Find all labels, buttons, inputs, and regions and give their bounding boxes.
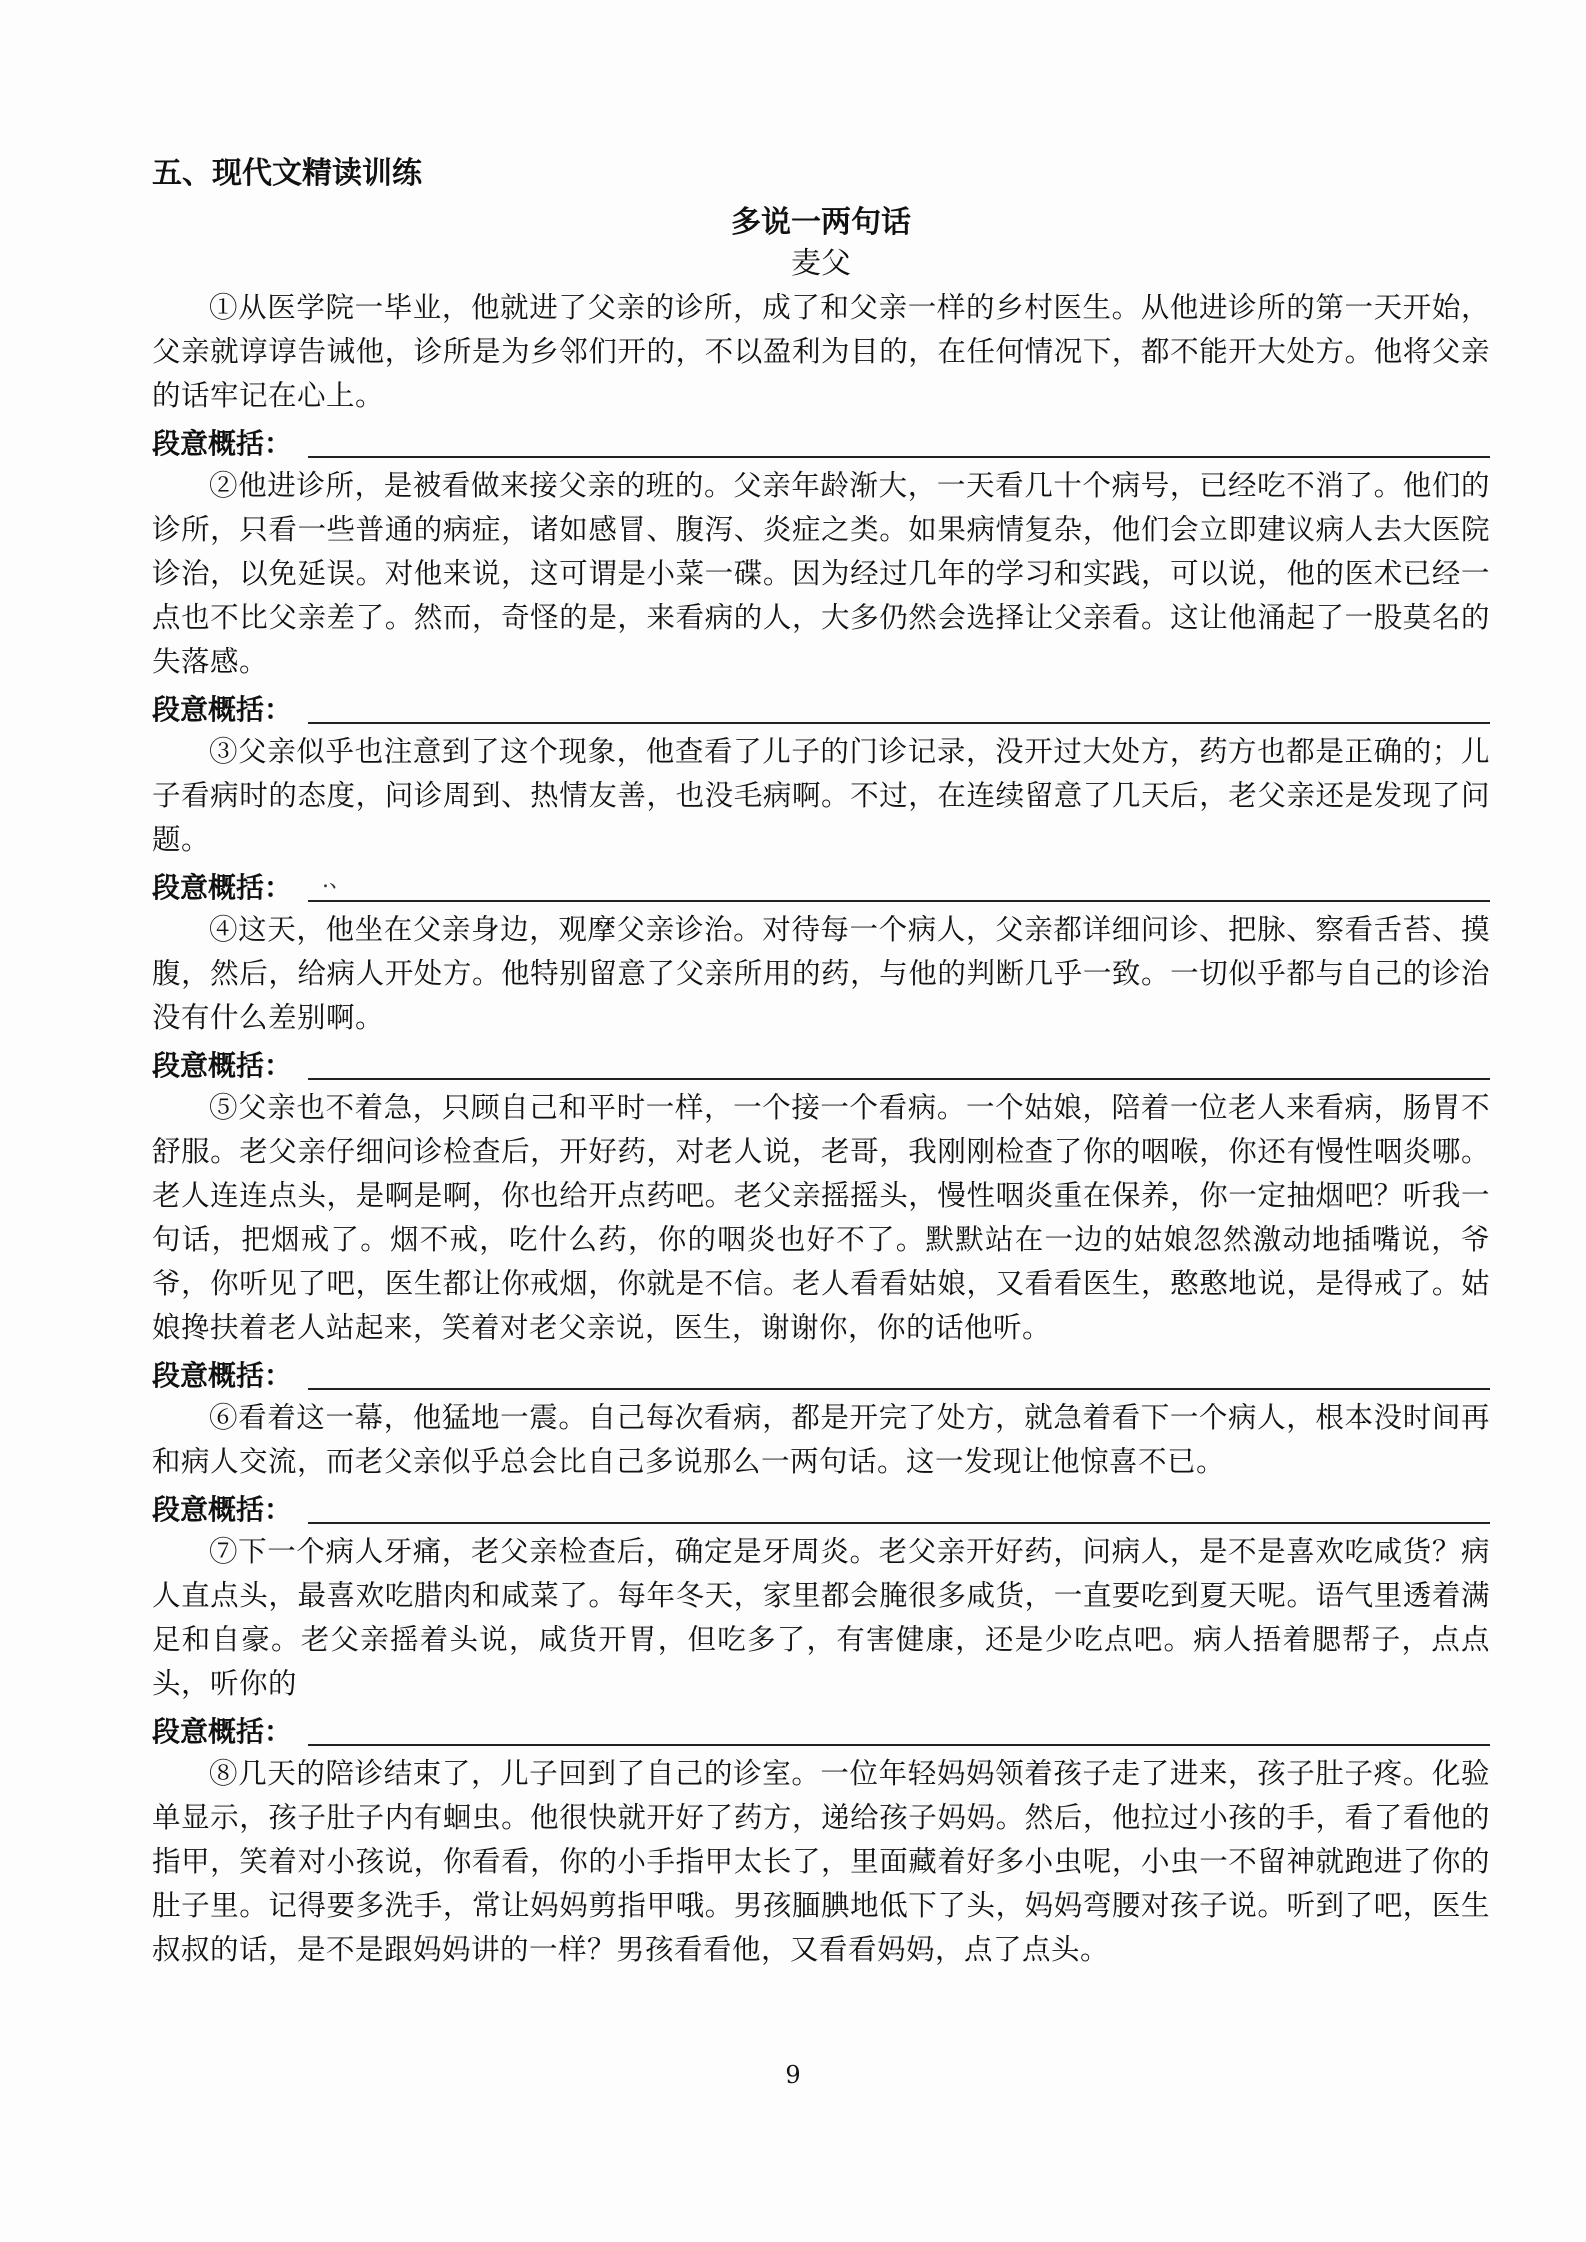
summary-row-3 [152, 862, 1490, 906]
summary-label: 段意概括： [152, 871, 293, 904]
paragraph-8: ⑧几天的陪诊结束了，儿子回到了自己的诊室。一位年轻妈妈领着孩子走了进来，孩子肚子疼。化验单显示，孩子肚子内有蛔虫。他很快就开好了药方，递给孩子妈妈。然后，他拉过小孩的手，看了看他的指甲，笑着对小孩说，你看看，你的小手指甲太长了，里面藏着好多小虫呢，小虫一不留神就跑进了你的肚子里。记得要多洗手，常让妈妈剪指甲哦。男孩腼腆地低下了头，妈妈弯腰对孩子说。听到了吧，医生叔叔的话，是不是跟妈妈讲的一样？男孩看看他，又看看妈妈，点了点头。 [152, 1757, 1490, 1966]
paragraph-4: ④这天，他坐在父亲身边，观摩父亲诊治。对待每一个病人，父亲都详细问诊、把脉、察看舌苔、摸腹，然后，给病人开处方。他特别留意了父亲所用的药，与他的判断几乎一致。一切似乎都与自己的诊治没有什么差别啊。 [152, 913, 1490, 1034]
summary-answer-line[interactable] [308, 1358, 1490, 1390]
paragraph-5: ⑤父亲也不着急，只顾自己和平时一样，一个接一个看病。一个姑娘，陪着一位老人来看病，肠胃不舒服。老父亲仔细问诊检查后，开好药，对老人说，老哥，我刚刚检查了你的咽喉，你还有慢性咽炎哪。老人连连点头，是啊是啊，你也给开点药吧。老父亲摇摇头，慢性咽炎重在保养，你一定抽烟吧？听我一句话，把烟戒了。烟不戒，吃什么药，你的咽炎也好不了。默默站在一边的姑娘忽然激动地插嘴说，爷爷，你听见了吧，医生都让你戒烟，你就是不信。老人看看姑娘，又看看医生，憨憨地说，是得戒了。姑娘搀扶着老人站起来，笑着对老父亲说，医生，谢谢你，你的话他听。 [152, 1091, 1490, 1344]
summary-answer-line[interactable] [308, 692, 1490, 724]
paragraph-7: ⑦下一个病人牙痛，老父亲检查后，确定是牙周炎。老父亲开好药，问病人，是不是喜欢吃咸货？病人直点头，最喜欢吃腊肉和咸菜了。每年冬天，家里都会腌很多咸货，一直要吃到夏天呢。语气里透着满足和自豪。老父亲摇着头说，咸货开胃，但吃多了，有害健康，还是少吃点吧。病人捂着腮帮子，点点头，听你的 [152, 1535, 1490, 1700]
summary-answer-line[interactable] [308, 1048, 1490, 1080]
summary-label: 段意概括： [152, 1493, 293, 1526]
summary-answer-line[interactable] [308, 1492, 1490, 1524]
paragraph-6: ⑥看着这一幕，他猛地一震。自己每次看病，都是开完了处方，就急着看下一个病人，根本没时间再和病人交流，而老父亲似乎总会比自己多说那么一两句话。这一发现让他惊喜不已。 [152, 1401, 1490, 1478]
paragraph-2: ②他进诊所，是被看做来接父亲的班的。父亲年龄渐大，一天看几十个病号，已经吃不消了。他们的诊所，只看一些普通的病症，诸如感冒、腹泻、炎症之类。如果病情复杂，他们会立即建议病人去大医院诊治，以免延误。对他来说，这可谓是小菜一碟。因为经过几年的学习和实践，可以说，他的医术已经一点也不比父亲差了。然而，奇怪的是，来看病的人，大多仍然会选择让父亲看。这让他涌起了一股莫名的失落感。 [152, 469, 1490, 678]
paragraph-3: ③父亲似乎也注意到了这个现象，他查看了儿子的门诊记录，没开过大处方，药方也都是正确的；儿子看病时的态度，问诊周到、热情友善，也没毛病啊。不过，在连续留意了几天后，老父亲还是发现了问题。 [152, 735, 1490, 856]
page-number: 9 [785, 2061, 801, 2089]
summary-label: 段意概括： [152, 693, 293, 726]
summary-label: 段意概括： [152, 1049, 293, 1082]
summary-label: 段意概括： [152, 1359, 293, 1392]
article-author: 麦父 [791, 246, 851, 281]
summary-row-5 [152, 1350, 1490, 1394]
summary-label: 段意概括： [152, 1715, 293, 1748]
summary-answer-line[interactable] [308, 1714, 1490, 1746]
section-title: 五、现代文精读训练 [152, 156, 422, 191]
summary-row-2 [152, 684, 1490, 728]
summary-answer-line[interactable] [308, 870, 1490, 902]
summary-row-1 [152, 418, 1490, 462]
summary-row-7 [152, 1706, 1490, 1750]
summary-row-4 [152, 1040, 1490, 1084]
article-title: 多说一两句话 [731, 205, 911, 240]
summary-label: 段意概括： [152, 427, 293, 460]
summary-answer-line[interactable] [308, 426, 1490, 458]
summary-row-6 [152, 1484, 1490, 1528]
handwritten-mark: .、 [322, 868, 352, 893]
paragraph-1: ①从医学院一毕业，他就进了父亲的诊所，成了和父亲一样的乡村医生。从他进诊所的第一天开始，父亲就谆谆告诫他，诊所是为乡邻们开的，不以盈利为目的，在任何情况下，都不能开大处方。他将父亲的话牢记在心上。 [152, 291, 1490, 412]
page-content [152, 152, 1490, 1972]
